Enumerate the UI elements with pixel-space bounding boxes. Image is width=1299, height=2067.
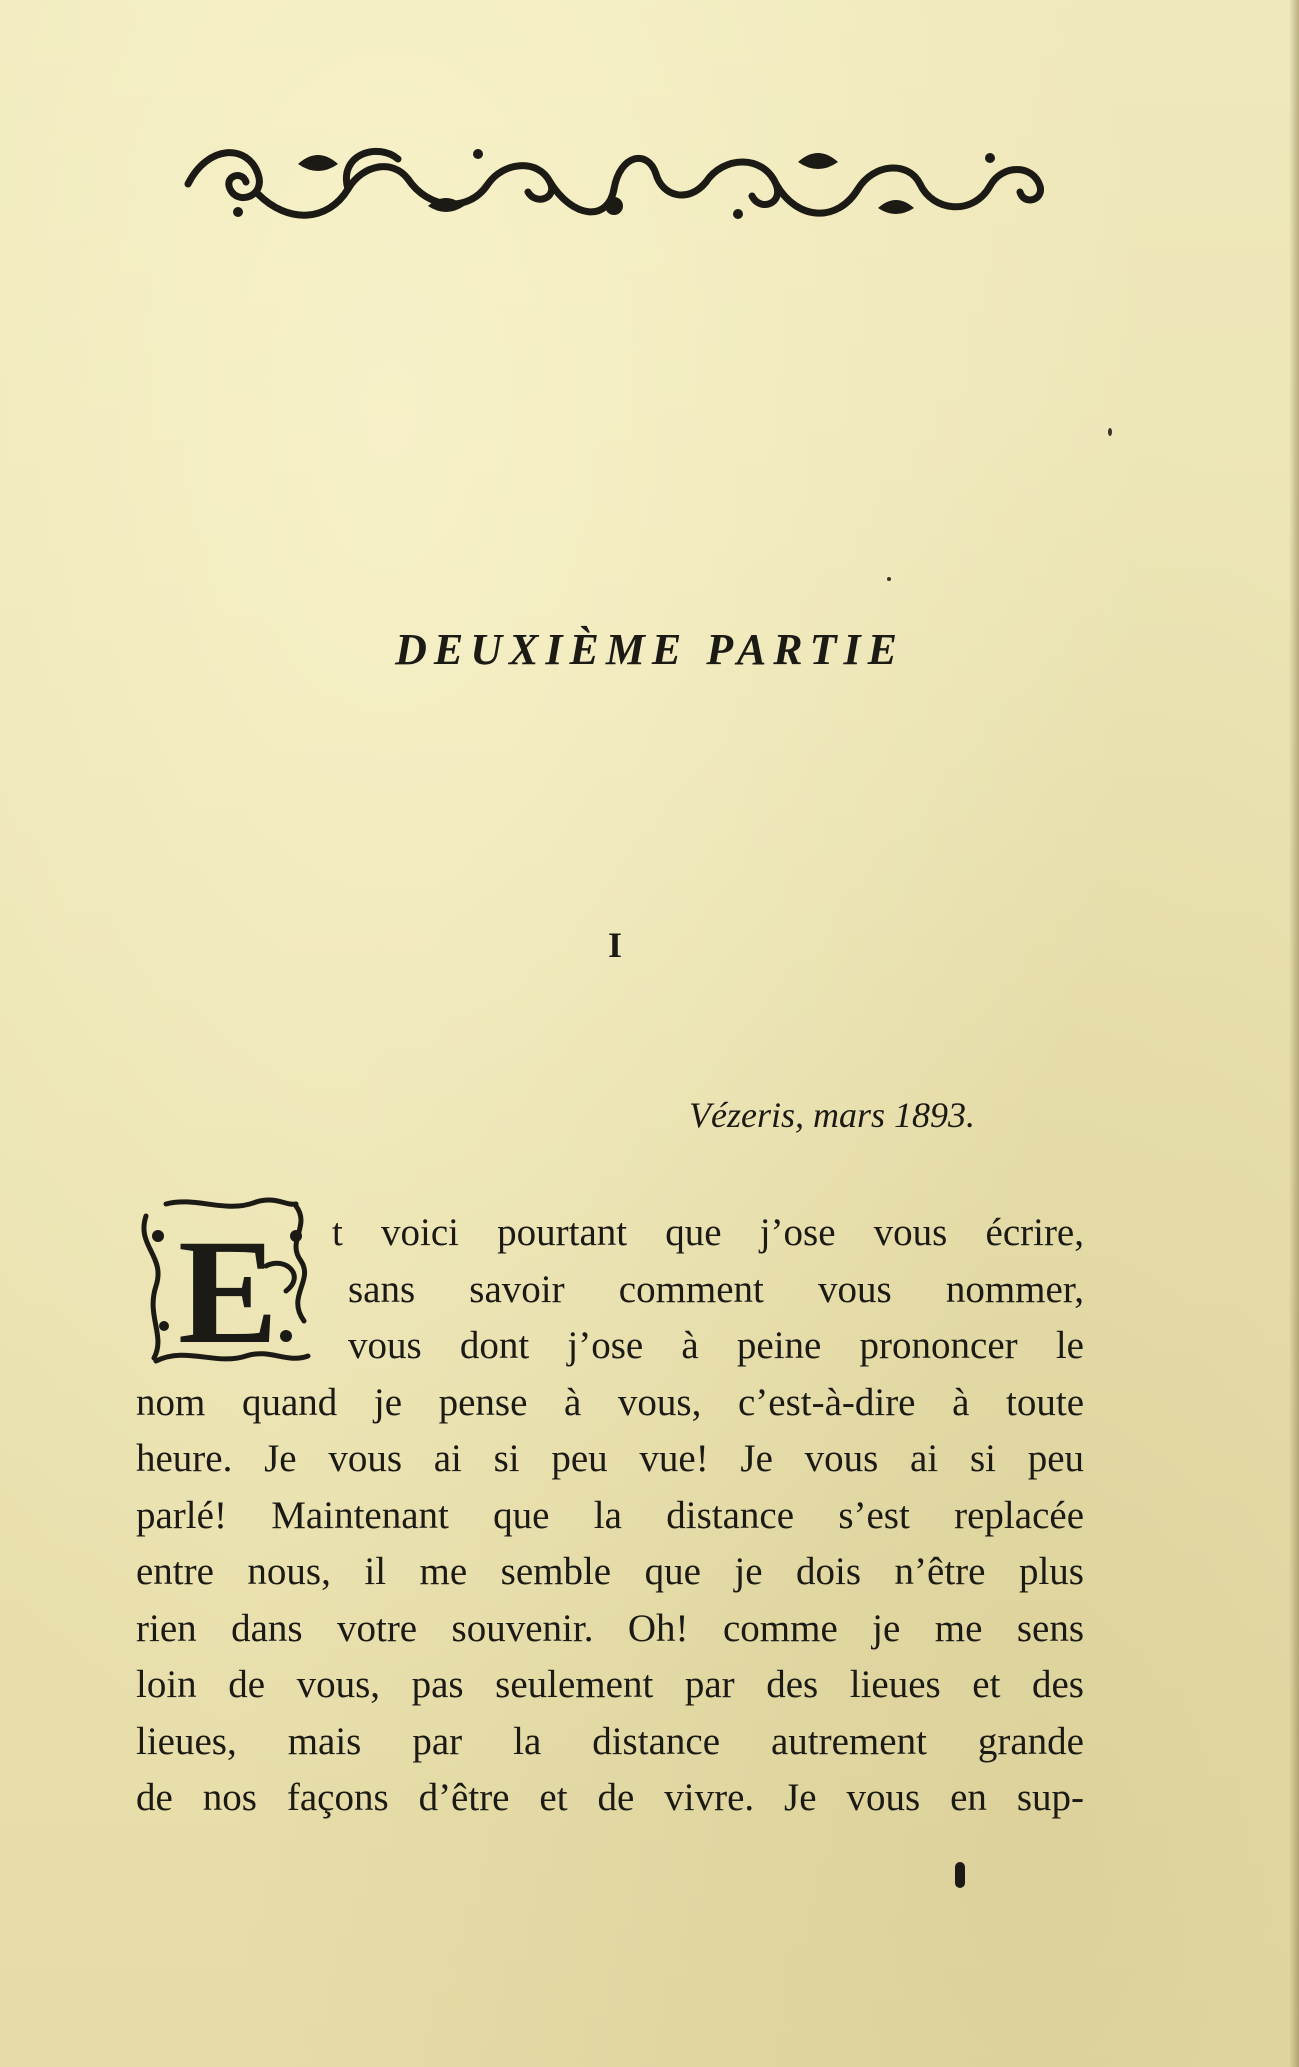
text-line: heure. Je vous ai si peu vue! Je vous ai si peu <box>136 1437 1084 1480</box>
dateline: Vézeris, mars 1893. <box>689 1095 975 1135</box>
page-edge-shadow <box>1289 0 1299 2067</box>
text-line: parlé! Maintenant que la distance s’est replacée <box>136 1493 1084 1537</box>
dropcap-letter: E <box>177 1209 279 1366</box>
text-line: lieues, mais par la distance autrement grande <box>136 1719 1084 1763</box>
text-line: sans savoir comment vous nommer, <box>348 1267 1084 1311</box>
text-line: loin de vous, pas seulement par des lieues et des <box>136 1663 1084 1706</box>
signature-mark <box>955 1862 965 1888</box>
body-paragraph <box>136 1205 1084 1827</box>
text-line: rien dans votre souvenir. Oh! comme je me sens <box>136 1606 1084 1650</box>
paper-speck <box>887 577 891 581</box>
text-line: nom quand je pense à vous, c’est-à-dire à toute <box>136 1380 1084 1424</box>
part-title: DEUXIÈME PARTIE <box>395 625 904 674</box>
text-line: vous dont j’ose à peine prononcer le <box>348 1324 1084 1367</box>
chapter-number: I <box>607 925 622 965</box>
scrollwork-ornament-icon <box>178 134 1050 234</box>
text-line: t voici pourtant que j’ose vous écrire, <box>332 1211 1084 1254</box>
paper-speck <box>1108 428 1112 436</box>
text-line: entre nous, il me semble que je dois n’être plus <box>136 1550 1084 1593</box>
text-line: de nos façons d’être et de vivre. Je vous en sup- <box>136 1776 1084 1819</box>
